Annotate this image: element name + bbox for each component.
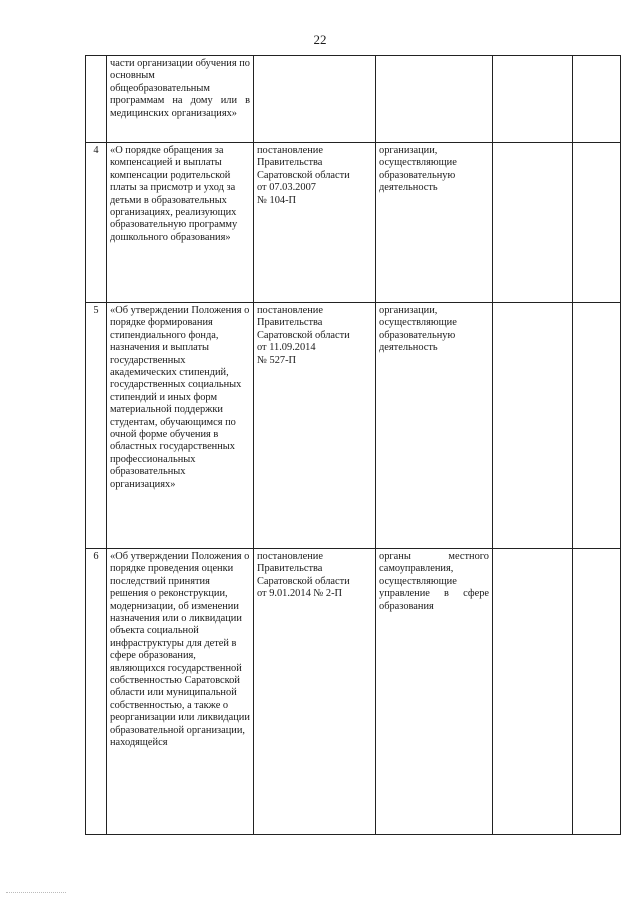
responsible-organizations (376, 56, 493, 143)
row-number: 6 (86, 549, 107, 835)
document-title: «О порядке обращения за компенсацией и выплаты компенсации родительской платы за присмотр и уход за детьми в образовательных организациях, реализующих образовательную программу дошкольного образования» (107, 143, 254, 303)
document-title: части организации обучения по основным общеобразовательным программам на дому или в медицинских организациях» (107, 56, 254, 143)
empty-cell (573, 549, 621, 835)
empty-cell (573, 303, 621, 549)
table-row (86, 56, 621, 143)
empty-cell (493, 56, 573, 143)
table-row (86, 549, 621, 835)
legal-act (254, 56, 376, 143)
page-number: 22 (313, 32, 327, 47)
table-row (86, 303, 621, 549)
table-row (86, 143, 621, 303)
row-number: 5 (86, 303, 107, 549)
row-number (86, 56, 107, 143)
legal-act: постановление Правительства Саратовской области от 9.01.2014 № 2-П (254, 549, 376, 835)
empty-cell (573, 56, 621, 143)
responsible-organizations: организации, осуществляющие образовательную деятельность (376, 143, 493, 303)
legal-act: постановление Правительства Саратовской области от 07.03.2007 № 104-П (254, 143, 376, 303)
empty-cell (573, 143, 621, 303)
empty-cell (493, 549, 573, 835)
document-title: «Об утверждении Положения о порядке формирования стипендиального фонда, назначения и выплаты государственных академических стипендий, государственных социальных стипендий и иных форм материальной поддержки студентам, обучающимся по очной форме обучения в областных государственных профессиональных образовательных организациях» (107, 303, 254, 549)
empty-cell (493, 303, 573, 549)
responsible-organizations: органы местного самоуправления, осуществляющие управление в сфере образования (376, 549, 493, 835)
scan-artifact (6, 892, 66, 894)
document-title: «Об утверждении Положения о порядке проведения оценки последствий принятия решения о реконструкции, модернизации, об изменении назначения или о ликвидации объекта социальной инфраструктуры для детей в сфере образования, являющихся государственной собственностью Саратовской области или муниципальной собственностью, а также о реорганизации или ликвидации образовательной организации, находящейся (107, 549, 254, 835)
documents-table (85, 55, 621, 835)
empty-cell (493, 143, 573, 303)
legal-act: постановление Правительства Саратовской области от 11.09.2014 № 527-П (254, 303, 376, 549)
responsible-organizations: организации, осуществляющие образовательную деятельность (376, 303, 493, 549)
row-number: 4 (86, 143, 107, 303)
